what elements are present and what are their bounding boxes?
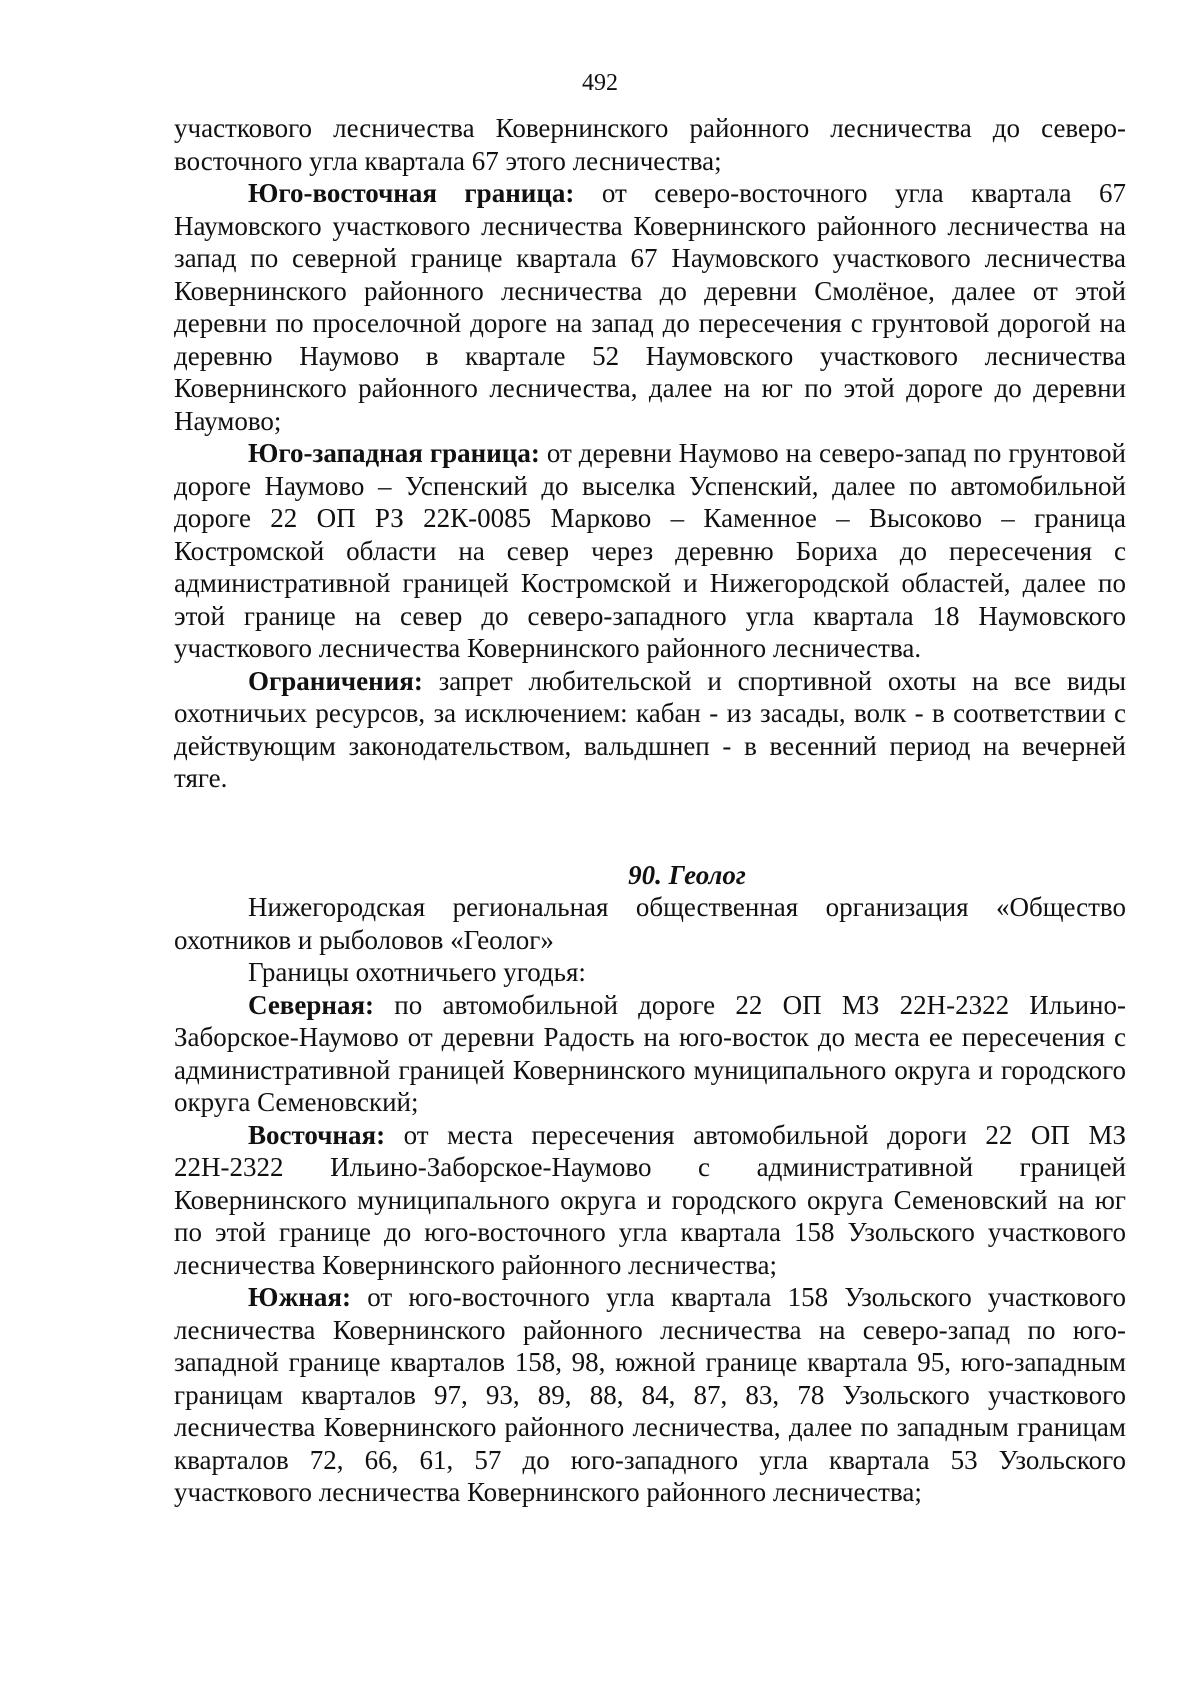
organization-paragraph [174, 891, 1126, 956]
north-boundary-text: по автомобильной дороге 22 ОП МЗ 22Н-2322 Ильино-Заборское-Наумово от деревни Радость на юго-восток до места ее пересечения с административной границей Ковернинского муниципального округа и городского округа Семеновский; [174, 989, 1126, 1117]
southwest-boundary-text: от деревни Наумово на северо-запад по грунтовой дороге Наумово – Успенский до выселка Успенский, далее по автомобильной дороге 22 ОП РЗ 22К-0085 Марково – Каменное – Высоково – граница Костромской области на север через деревню Бориха до пересечения с административной границей Костромской и Нижегородской областей, далее по этой границе на север до северо-западного угла квартала 18 Наумовского участкового лесничества Ковернинского районного лесничества. [174, 438, 1126, 663]
section-title: 90. Геолог [628, 859, 746, 890]
east-boundary-paragraph [174, 1119, 1126, 1282]
restrictions-text: запрет любительской и спортивной охоты на все виды охотничьих ресурсов, за исключением: кабан - из засады, волк - в соответствии с действующим законодательством, вальдшнеп - в весенний период на вечерней тяге. [174, 665, 1126, 793]
north-boundary-term: Северная: [248, 989, 375, 1020]
south-boundary-term: Южная: [248, 1282, 351, 1312]
organization-text: Нижегородская региональная общественная организация «Общество охотников и рыболовов «Геолог» [174, 892, 1126, 955]
southwest-boundary-term: Юго-западная граница: [248, 438, 540, 468]
boundaries-heading-text: Границы охотничьего угодья: [248, 957, 586, 987]
continuation-text: участкового лесничества Ковернинского районного лесничества до северо-восточного угла квартала 67 этого лесничества; [174, 113, 1126, 176]
north-boundary-paragraph [174, 989, 1126, 1119]
restrictions-term: Ограничения: [248, 665, 423, 696]
document-body [174, 112, 1126, 1509]
southeast-boundary-text: от северо-восточного угла квартала 67 Наумовского участкового лесничества Ковернинского районного лесничества на запад по северной границе квартала 67 Наумовского участкового лесничества Ковернинского районного лесничества до деревни Смолёное, далее от этой деревни по проселочной дороге на запад до пересечения с грунтовой дорогой на деревню Наумово в квартале 52 Наумовского участкового лесничества Ковернинского районного лесничества, далее на юг по этой дороге до деревни Наумово; [174, 178, 1127, 436]
southwest-boundary-paragraph [174, 437, 1126, 665]
southeast-boundary-paragraph [174, 177, 1126, 437]
south-boundary-text: от юго-восточного угла квартала 158 Узольского участкового лесничества Ковернинского районного лесничества на северо-запад по юго-западной границе кварталов 158, 98, южной границе квартала 95, юго-западным границам кварталов 97, 93, 89, 88, 84, 87, 83, 78 Узольского участкового лесничества Ковернинского районного лесничества, далее по западным границам кварталов 72, 66, 61, 57 до юго-западного угла квартала 53 Узольского участкового лесничества Ковернинского районного лесничества; [174, 1282, 1126, 1507]
east-boundary-term: Восточная: [248, 1119, 386, 1150]
page-number: 492 [582, 70, 618, 96]
south-boundary-paragraph [174, 1281, 1126, 1509]
southeast-boundary-term: Юго-восточная граница: [248, 178, 575, 208]
continuation-paragraph [174, 112, 1126, 177]
east-boundary-text: от места пересечения автомобильной дороги 22 ОП МЗ 22Н-2322 Ильино-Заборское-Наумово с административной границей Ковернинского муниципального округа и городского округа Семеновский на юг по этой границе до юго-восточного угла квартала 158 Узольского участкового лесничества Ковернинского районного лесничества; [174, 1119, 1126, 1280]
restrictions-paragraph [174, 665, 1126, 795]
boundaries-heading [174, 956, 1126, 989]
